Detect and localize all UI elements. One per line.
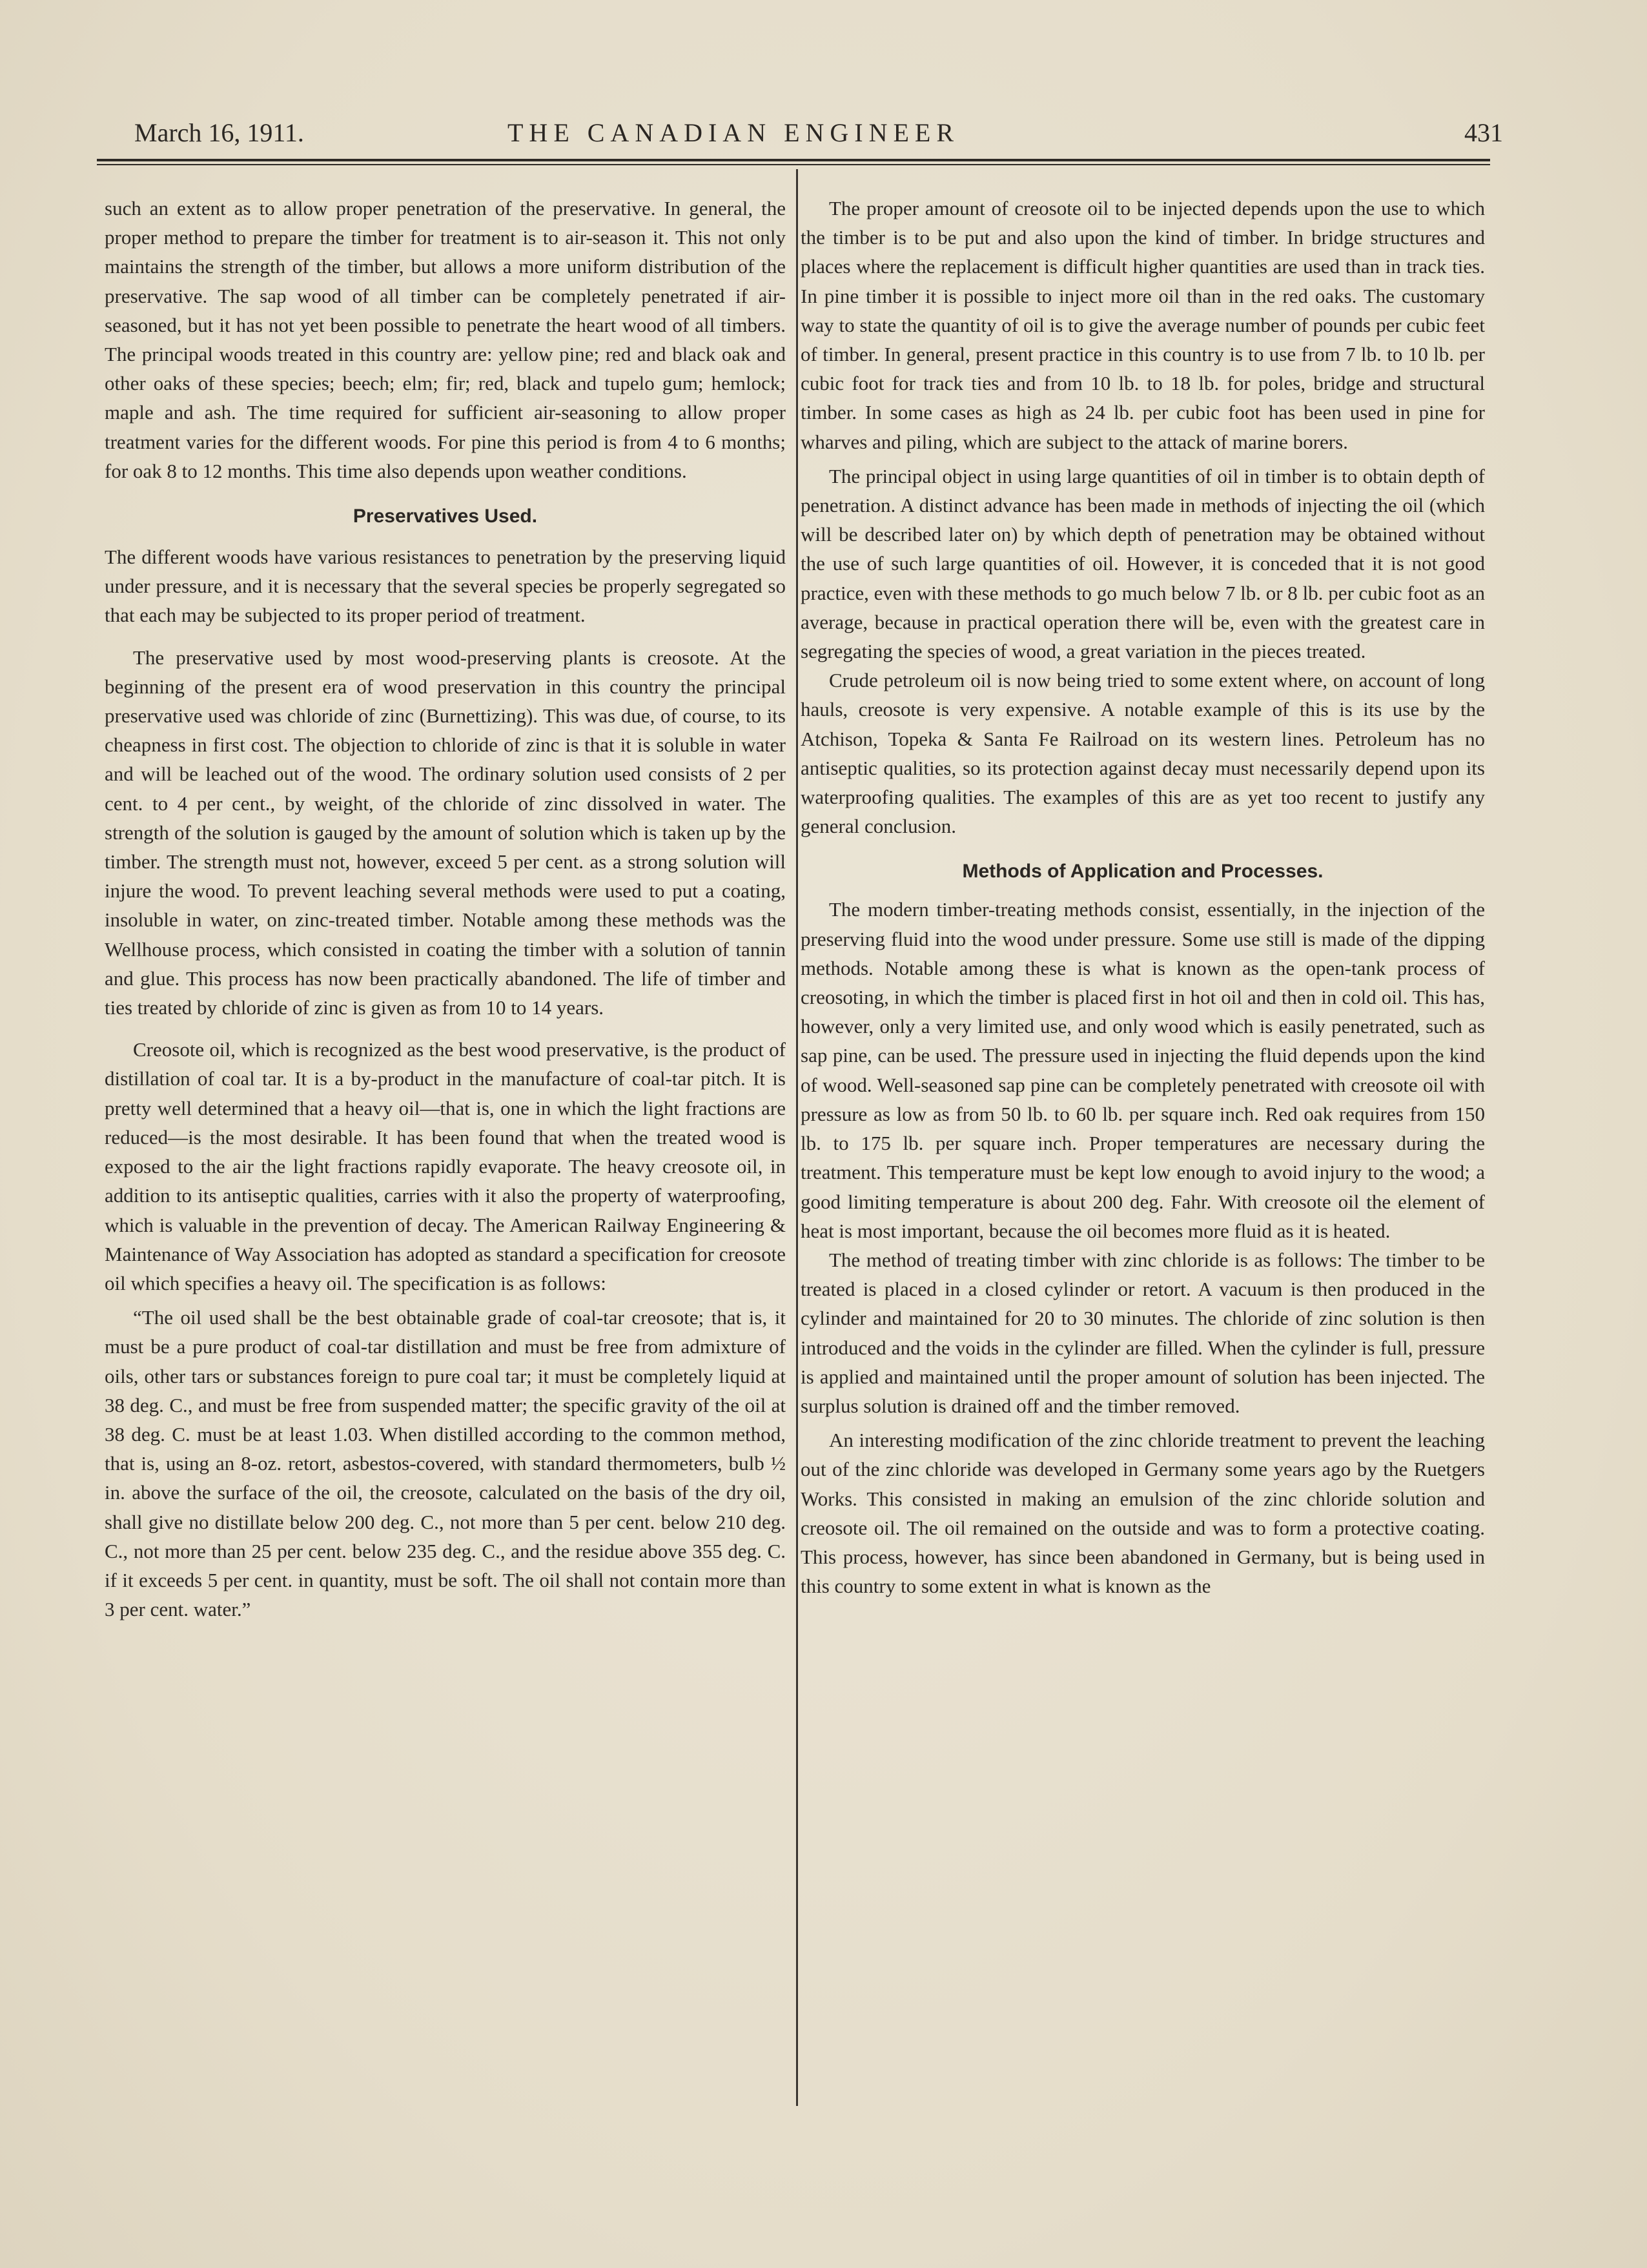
quoted-specification: “The oil used shall be the best obtainable grade of coal-tar creosote; that is, it must be a pure product of coal-tar distillation and must be free from admixture of oils, other tars or substances foreign to pure coal tar; it must be completely liquid at 38 deg. C., and must be free from suspended matter; the specific gravity of the oil at 38 deg. C. must be at least 1.03. When distilled according to the common method, that is, using an 8-oz. retort, asbestos-covered, with standard thermometers, bulb ½ in. above the surface of the oil, the creosote, calculated on the basis of the dry oil, shall give no distillate below 200 deg. C., not more than 5 per cent. below 210 deg. C., not more than 25 per cent. below 235 deg. C., and the residue above 355 deg. C. if it exceeds 5 per cent. in quantity, must be soft. The oil shall not contain more than 3 per cent. water.” xyxy=(105,1306,786,1621)
paragraph: such an extent as to allow proper penetration of the preservative. In general, the proper method to prepare the timber for treatment is to air-season it. This not only maintains the strength of the timber, but allows a more uniform distribution of the preservative. The sap wood of all timber can be completely penetrated if air-seasoned, but it has not yet been possible to penetrate the heart wood of all timbers. The principal woods treated in this country are: yellow pine; red and black oak and other oaks of these species; beech; elm; fir; red, black and tupelo gum; hemlock; maple and ash. The time required for sufficient air-seasoning to allow proper treatment varies for the different woods. For pine this period is from 4 to 6 months; for oak 8 to 12 months. This time also depends upon weather conditions. xyxy=(105,197,786,482)
header-rule xyxy=(97,159,1490,161)
page-number: 431 xyxy=(1464,118,1503,147)
paragraph: The modern timber-treating methods consist, essentially, in the injection of the preserving fluid into the wood under pressure. Some use still is made of the dipping methods. Notable among these is what is known as the open-tank process of creosoting, in which the timber is placed first in hot oil and then in cold oil. This has, however, only a very limited use, and only wood which is easily penetrated, such as sap pine, can be used. The pressure used in injecting the fluid depends upon the kind of wood. Well-seasoned sap pine can be completely penetrated with creosote oil with pressure as low as from 50 lb. to 60 lb. per square inch. Red oak requires from 150 lb. to 175 lb. per square inch. Proper temperatures are necessary during the treatment. This temperature must be kept low enough to avoid injury to the wood; a good limiting temperature is about 200 deg. Fahr. With creosote oil the element of heat is most important, because the oil becomes more fluid as it is heated. xyxy=(801,898,1485,1242)
section-heading: Methods of Application and Processes. xyxy=(962,861,1324,883)
section-heading: Preservatives Used. xyxy=(353,506,538,527)
left-column xyxy=(105,194,786,1624)
column-divider xyxy=(796,169,798,2106)
paragraph: The preservative used by most wood-preserving plants is creosote. At the beginning of the present era of wood preservation in this country the principal preservative used was chloride of zinc (Burnettizing). This was due, of course, to its cheapness in first cost. The objection to chloride of zinc is that it is soluble in water and will be leached out of the wood. The ordinary solution used consists of 2 per cent. to 4 per cent., by weight, of the chloride of zinc dissolved in water. The strength of the solution is gauged by the amount of solution which is taken up by the timber. The strength must not, however, exceed 5 per cent. as a strong solution will injure the wood. To prevent leaching several methods were used to put a coating, insoluble in water, on zinc-treated timber. Notable among these methods was the Wellhouse process, which consisted in coating the timber with a solution of tannin and glue. This process has now been practically abandoned. The life of timber and ties treated by chloride of zinc is given as from 10 to 14 years. xyxy=(105,646,786,1019)
right-column xyxy=(801,194,1485,1600)
paragraph: The proper amount of creosote oil to be injected depends upon the use to which the timber is to be put and also upon the kind of timber. In bridge structures and places where the replacement is difficult higher quantities are used than in track ties. In pine timber it is possible to inject more oil than in the red oaks. The customary way to state the quantity of oil is to give the average number of pounds per cubic feet of timber. In general, present practice in this country is to use from 7 lb. to 10 lb. per cubic foot for track ties and from 10 lb. to 18 lb. for poles, bridge and structural timber. In some cases as high as 24 lb. per cubic foot has been used in pine for wharves and piling, which are subject to the attack of marine borers. xyxy=(801,197,1485,453)
running-header xyxy=(134,117,1503,156)
paragraph: The different woods have various resistances to penetration by the preserving liquid under pressure, and it is necessary that the several species be properly segregated so that each may be subjected to its proper period of treatment. xyxy=(105,546,786,627)
journal-title: THE CANADIAN ENGINEER xyxy=(507,118,960,147)
header-rule-thin xyxy=(97,164,1490,165)
paragraph: Creosote oil, which is recognized as the best wood preservative, is the product of distillation of coal tar. It is a by-product in the manufacture of coal-tar pitch. It is pretty well determined that a heavy oil—that is, one in which the light fractions are reduced—is the most desirable. It has been found that when the treated wood is exposed to the air the light fractions rapidly evaporate. The heavy creosote oil, in addition to its antiseptic qualities, carries with it also the property of waterproofing, which is valuable in the prevention of decay. The American Railway Engineering & Maintenance of Way Association has adopted as standard a specification for creosote oil which specifies a heavy oil. The specification is as follows: xyxy=(105,1038,786,1294)
paragraph: An interesting modification of the zinc chloride treatment to prevent the leaching out of the zinc chloride was developed in Germany some years ago by the Ruetgers Works. This consisted in making an emulsion of the zinc chloride solution and creosote oil. The oil remained on the outside and was to form a protective coating. This process, however, has since been abandoned in Germany, but is being used in this country to some extent in what is known as the xyxy=(801,1429,1485,1598)
paragraph: The method of treating timber with zinc chloride is as follows: The timber to be treated is placed in a closed cylinder or retort. A vacuum is then produced in the cylinder and maintained for 20 to 30 minutes. The chloride of zinc solution is then introduced and the voids in the cylinder are filled. When the cylinder is full, pressure is applied and maintained until the proper amount of solution has been injected. The surplus solution is drained off and the timber removed. xyxy=(801,1248,1485,1417)
paragraph: The principal object in using large quantities of oil in timber is to obtain depth of penetration. A distinct advance has been made in methods of injecting the oil (which will be described later on) by which depth of penetration may be obtained without the use of such large quantities of oil. However, it is conceded that it is not good practice, even with these methods to go much below 7 lb. or 8 lb. per cubic foot as an average, because in practical operation there will be, even with the greatest care in segregating the species of wood, a great variation in the pieces treated. xyxy=(801,464,1485,663)
paragraph: Crude petroleum oil is now being tried to some extent where, on account of long hauls, creosote is very expensive. A notable example of this is its use by the Atchison, Topeka & Santa Fe Railroad on its western lines. Petroleum has no antiseptic qualities, so its protection against decay must necessarily depend upon its waterproofing qualities. The examples of this are as yet too recent to justify any general conclusion. xyxy=(801,669,1485,838)
issue-date: March 16, 1911. xyxy=(134,118,304,147)
